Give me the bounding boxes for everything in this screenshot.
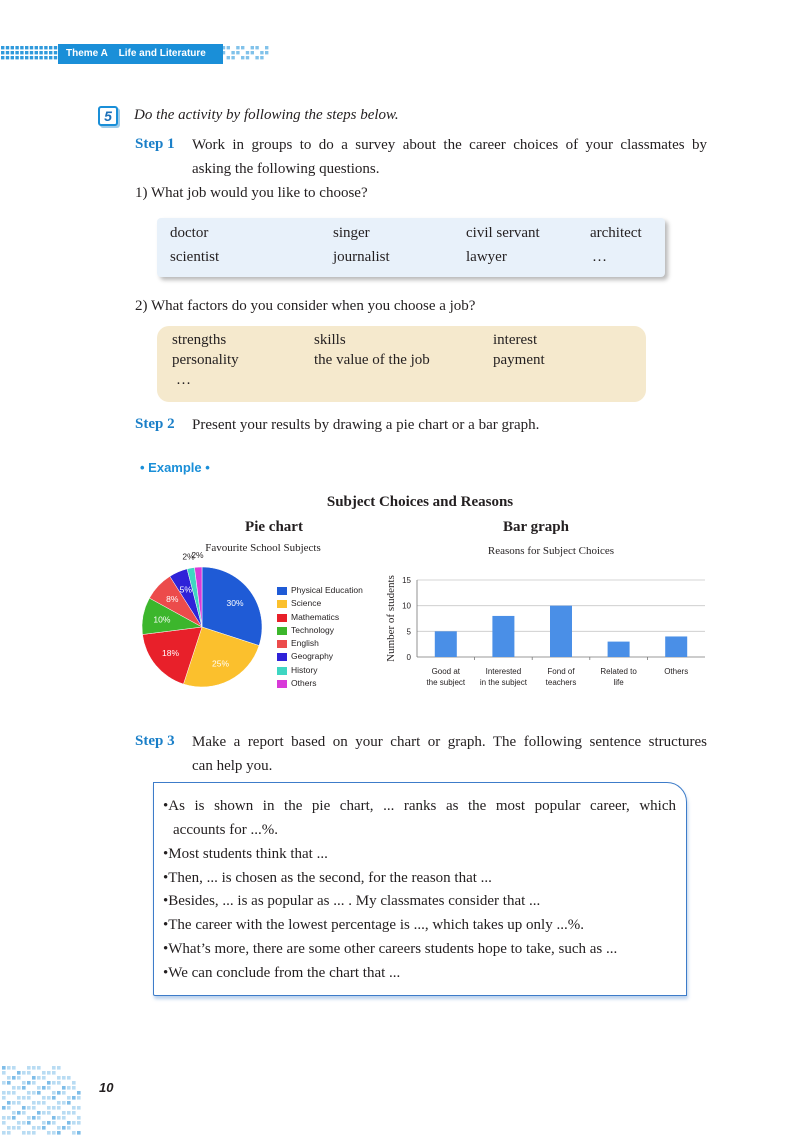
bar [550,606,572,657]
pixel-square [255,56,258,59]
bar [435,631,457,657]
pie-slice-label: 18% [162,648,180,659]
pixel-square [2,1116,6,1120]
pixel-square [47,1086,51,1090]
legend-item [277,597,363,610]
pixel-square [22,1111,26,1115]
pixel-square [77,1116,81,1120]
legend-label: Others [291,678,317,689]
bar-graph-title: Reasons for Subject Choices [487,545,615,557]
pixel-square [7,1116,11,1120]
pixel-square [77,1106,81,1110]
pixel-square [42,1101,46,1105]
pixel-square [6,46,9,49]
pixel-square [44,51,47,54]
legend-swatch [277,640,287,648]
pixel-square [62,1101,66,1105]
pixel-square [57,1106,61,1110]
factor-option: interest [493,332,538,348]
footer-pixel-pattern [0,1064,90,1138]
step1-label: Step 1 [135,136,175,152]
pixel-square [32,1081,36,1085]
y-axis-label: Number of students [385,575,397,662]
pixel-square [11,56,14,59]
question-2: 2) What factors do you consider when you choose a job? [135,298,476,314]
pixel-square [2,1106,6,1110]
pixel-square [37,1066,41,1070]
activity-instruction: Do the activity by following the steps below. [134,107,399,123]
pixel-square [67,1101,71,1105]
pixel-square [42,1086,46,1090]
pixel-square [30,56,33,59]
pixel-square [72,1111,76,1115]
x-tick-label: Interested in the subject [479,667,527,687]
bar [665,636,687,657]
pixel-square [12,1086,16,1090]
y-tick-label: 10 [402,601,411,611]
pixel-square [35,56,38,59]
bar-graph-heading: Bar graph [503,519,569,535]
pixel-square [47,1106,51,1110]
pie-chart-title: Favourite School Subjects [205,542,321,554]
pixel-square [44,46,47,49]
factor-option: payment [493,352,545,368]
factor-option: skills [314,332,346,348]
pixel-square [12,1116,16,1120]
pixel-square [17,1086,21,1090]
legend-label: History [291,664,318,675]
legend-item [277,637,363,650]
pixel-square [37,1091,41,1095]
pixel-square [17,1071,21,1075]
job-option: singer [333,225,370,241]
pie-slice-label: 30% [226,598,244,609]
pixel-square [27,1081,31,1085]
legend-swatch [277,653,287,661]
pie-legend [277,584,363,690]
pixel-square [7,1101,11,1105]
pixel-square [57,1091,61,1095]
pixel-square [32,1116,36,1120]
figure-title: Subject Choices and Reasons [326,494,514,510]
pixel-square [37,1086,41,1090]
pixel-square [37,1126,41,1130]
pixel-square [22,1121,26,1125]
pie-slice-label: 2% [182,551,195,562]
legend-swatch [277,600,287,608]
step1-text-line2: asking the following questions. [192,161,380,177]
pixel-square [52,1106,56,1110]
pixel-square [52,1081,56,1085]
factor-option: personality [172,352,239,368]
pixel-square [1,51,4,54]
pixel-square [27,1106,31,1110]
pixel-square [57,1066,61,1070]
pixel-square [255,46,258,49]
pixel-square [62,1111,66,1115]
pixel-square [67,1086,71,1090]
legend-swatch [277,680,287,688]
pie-slice-label: 25% [212,658,230,669]
pixel-square [241,56,244,59]
pixel-square [52,1131,56,1135]
legend-item [277,677,363,690]
legend-item [277,611,363,624]
legend-swatch [277,614,287,622]
y-tick-label: 0 [406,653,411,662]
pixel-square [47,1096,51,1100]
sentence-item: •Besides, ... is as popular as ... . My classmates consider that ... [163,893,541,909]
legend-label: Technology [291,624,335,635]
pixel-square [25,51,28,54]
legend-item [277,664,363,677]
step2-label: Step 2 [135,416,175,432]
step1-text-line1: Work in groups to do a survey about the career choices of your classmates by [192,137,707,153]
pixel-square [7,1126,11,1130]
pixel-square [32,1131,36,1135]
pie-slice-label: 10% [153,614,171,625]
pie-chart-heading: Pie chart [245,519,303,535]
pixel-square [77,1121,81,1125]
pixel-square [27,1071,31,1075]
pixel-square [25,56,28,59]
example-label: • Example • [140,460,210,475]
legend-swatch [277,627,287,635]
pixel-square [2,1071,6,1075]
pixel-square [37,1116,41,1120]
sentence-item: •Then, ... is chosen as the second, for the reason that ... [163,870,492,886]
pixel-square [17,1121,21,1125]
pixel-square [17,1126,21,1130]
job-option: lawyer [466,249,507,265]
pixel-square [6,51,9,54]
pixel-square [47,1131,51,1135]
job-options-box [157,218,665,277]
pixel-square [42,1071,46,1075]
pixel-square [39,56,42,59]
bar-graph [380,570,710,695]
pixel-square [12,1126,16,1130]
pixel-square [67,1096,71,1100]
legend-label: Science [291,598,322,609]
pixel-square [62,1091,66,1095]
pixel-square [49,51,52,54]
pixel-square [265,51,268,54]
theme-banner: Theme A Life and Literature [58,44,223,64]
pixel-square [22,1096,26,1100]
pixel-square [2,1066,6,1070]
sentence-item: •As is shown in the pie chart, ... ranks as the most popular career, which [163,798,676,814]
pixel-square [265,46,268,49]
legend-label: Mathematics [291,611,340,622]
pixel-square [47,1121,51,1125]
pixel-square [57,1101,61,1105]
pixel-square [12,1066,16,1070]
step2-text: Present your results by drawing a pie chart or a bar graph. [192,417,540,433]
pixel-square [57,1116,61,1120]
x-tick-label: Related to life [600,667,637,687]
pixel-square [62,1076,66,1080]
job-option: civil servant [466,225,540,241]
pixel-square [231,51,234,54]
pixel-square [260,51,263,54]
pixel-square [49,56,52,59]
pixel-square [42,1126,46,1130]
job-option: doctor [170,225,209,241]
pie-slice-label: 2% [191,550,204,561]
pixel-square [231,56,234,59]
pixel-square [42,1121,46,1125]
pixel-square [2,1096,6,1100]
step3-text-line1: Make a report based on your chart or graph. The following sentence structures [192,734,707,750]
pixel-square [20,46,23,49]
question-1: 1) What job would you like to choose? [135,185,368,201]
pixel-square [42,1096,46,1100]
x-tick-label: Good at the subject [426,667,466,687]
pixel-square [20,56,23,59]
pixel-square [22,1086,26,1090]
activity-number: 5 [98,106,118,126]
pixel-square [2,1131,6,1135]
pixel-square [35,46,38,49]
pixel-square [27,1096,31,1100]
bar [492,616,514,657]
page-number: 10 [99,1080,114,1095]
legend-swatch [277,667,287,675]
pixel-square [57,1131,61,1135]
legend-label: Physical Education [291,585,363,595]
pixel-square [227,46,230,49]
pixel-square [52,1091,56,1095]
legend-swatch [277,587,287,595]
pixel-square [7,1106,11,1110]
pixel-square [52,1096,56,1100]
pixel-square [47,1081,51,1085]
step3-label: Step 3 [135,733,175,749]
factor-option: the value of the job [314,352,430,368]
pixel-square [32,1066,36,1070]
pixel-square [72,1131,76,1135]
pixel-square [52,1071,56,1075]
pixel-square [2,1121,6,1125]
job-option: scientist [170,249,220,265]
pixel-square [49,46,52,49]
pixel-square [27,1131,31,1135]
x-tick-label: Others [664,667,689,676]
pixel-square [251,51,254,54]
pixel-square [22,1071,26,1075]
pixel-square [67,1076,71,1080]
pixel-square [42,1111,46,1115]
pixel-square [260,56,263,59]
pixel-square [17,1101,21,1105]
pixel-square [246,56,249,59]
pixel-square [54,56,57,59]
pixel-square [12,1101,16,1105]
pixel-square [236,51,239,54]
sentence-item: •The career with the lowest percentage is ..., which takes up only ...%. [163,917,584,933]
pixel-square [20,51,23,54]
pixel-square [47,1111,51,1115]
pixel-square [30,46,33,49]
pixel-square [32,1091,36,1095]
pixel-square [39,46,42,49]
pixel-square [62,1116,66,1120]
pixel-square [72,1086,76,1090]
pixel-square [35,51,38,54]
pie-slice-label: 8% [166,594,179,605]
step3-text-line2: can help you. [192,758,273,774]
pixel-square [15,56,18,59]
pixel-square [67,1111,71,1115]
pixel-square [7,1091,11,1095]
pixel-square [62,1126,66,1130]
pixel-square [1,56,4,59]
pixel-square [17,1076,21,1080]
pixel-square [37,1076,41,1080]
pixel-square [72,1106,76,1110]
pixel-square [32,1126,36,1130]
pixel-square [32,1106,36,1110]
pixel-square [7,1131,11,1135]
pixel-square [67,1121,71,1125]
pixel-square [12,1111,16,1115]
pixel-square [12,1091,16,1095]
pixel-square [22,1106,26,1110]
legend-label: Geography [291,651,334,662]
pixel-square [52,1116,56,1120]
pixel-square [77,1131,81,1135]
pie-slice-label: 5% [179,584,192,595]
pixel-square [27,1116,31,1120]
pixel-square [22,1131,26,1135]
factor-option: strengths [172,332,227,348]
sentence-item: •What’s more, there are some other careers students hope to take, such as ... [163,941,618,957]
pixel-square [15,51,18,54]
pixel-square [57,1081,61,1085]
pixel-square [62,1086,66,1090]
pixel-square [7,1076,11,1080]
legend-item [277,650,363,663]
legend-label: English [291,638,319,649]
y-tick-label: 15 [402,576,411,585]
pixel-square [77,1096,81,1100]
pixel-square [6,56,9,59]
pixel-square [72,1096,76,1100]
pixel-square [2,1091,6,1095]
pixel-square [17,1096,21,1100]
pixel-square [54,51,57,54]
legend-item [277,584,363,597]
sentence-item-continuation: accounts for ...%. [173,822,278,838]
pixel-square [37,1101,41,1105]
pixel-square [15,46,18,49]
pixel-square [236,46,239,49]
pixel-square [42,1076,46,1080]
sentence-item: •Most students think that ... [163,846,328,862]
pixel-square [227,56,230,59]
pixel-square [30,51,33,54]
pixel-square [52,1121,56,1125]
pixel-square [32,1076,36,1080]
pixel-square [47,1071,51,1075]
pixel-square [44,56,47,59]
pixel-square [27,1066,31,1070]
x-tick-label: Fond of teachers [545,667,577,687]
pixel-square [72,1081,76,1085]
pixel-square [57,1126,61,1130]
y-tick-label: 5 [406,627,411,637]
pixel-square [7,1081,11,1085]
pixel-square [25,46,28,49]
pixel-square [1,46,4,49]
sentence-item: •We can conclude from the chart that ... [163,965,401,981]
pixel-square [67,1126,71,1130]
pixel-square [52,1066,56,1070]
pixel-square [27,1091,31,1095]
pixel-square [54,46,57,49]
pie-chart [130,550,275,700]
pixel-square [2,1081,6,1085]
pixel-square [241,46,244,49]
pixel-square [32,1101,36,1105]
pixel-square [77,1091,81,1095]
pixel-square [39,51,42,54]
pixel-square [22,1081,26,1085]
pixel-square [251,46,254,49]
pixel-square [27,1121,31,1125]
job-option: architect [590,225,642,241]
job-option: … [592,249,607,265]
job-option: journalist [333,249,390,265]
pixel-square [11,51,14,54]
pixel-square [17,1111,21,1115]
pixel-square [72,1121,76,1125]
bar [608,642,630,657]
pixel-square [11,46,14,49]
pixel-square [12,1076,16,1080]
pixel-square [246,51,249,54]
legend-item [277,624,363,637]
factor-option: … [176,372,191,388]
pixel-square [7,1066,11,1070]
pixel-square [37,1111,41,1115]
pixel-square [57,1076,61,1080]
